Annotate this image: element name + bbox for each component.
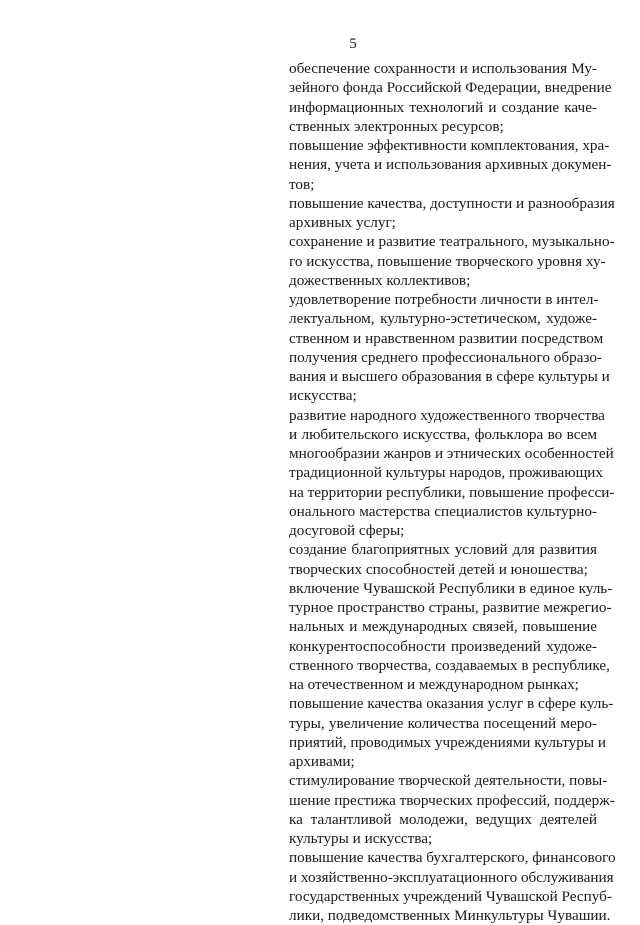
text-line: и хозяйственно-эксплуатационного обслуживания <box>289 868 614 886</box>
text-line: досуговой сферы; <box>289 522 405 539</box>
text-line: повышение качества бухгалтерского, финансового <box>289 849 616 867</box>
text-line: ка талантливой молодежи, ведущих деятелей <box>289 810 597 828</box>
text-line: вания и высшего образования в сфере культуры и <box>289 368 610 385</box>
text-line: нальных и международных связей, повышение <box>289 618 597 636</box>
text-line: лектуальном, культурно-эстетическом, художе- <box>289 310 597 328</box>
paragraph <box>289 540 597 579</box>
text-line: развитие народного художественного творчества <box>289 406 605 424</box>
text-line: приятий, проводимых учреждениями культуры и <box>289 733 606 751</box>
paragraph <box>289 771 615 848</box>
text-line: лики, подведомственных Минкультуры Чувашии. <box>289 907 611 924</box>
paragraph <box>289 848 616 925</box>
text-line: туры, увеличение количества посещений меро- <box>289 714 597 732</box>
text-line: включение Чувашской Республики в единое куль- <box>289 579 613 597</box>
text-line: онального мастерства специалистов культурно- <box>289 502 597 520</box>
text-line: конкурентоспособности произведений художе- <box>289 637 597 655</box>
text-line: традиционной культуры народов, проживающих <box>289 464 604 482</box>
paragraph <box>289 694 614 771</box>
paragraph <box>289 136 612 194</box>
text-line: удовлетворение потребности личности в интел- <box>289 291 599 308</box>
text-line: стимулирование творческой деятельности, повы- <box>289 772 608 790</box>
text-line: информационных технологий и создание каче- <box>289 98 597 116</box>
paragraph <box>289 232 615 290</box>
text-line: нения, учета и использования архивных докумен- <box>289 156 612 174</box>
text-line: дожественных коллективов; <box>289 271 471 289</box>
text-line: архивами; <box>289 753 355 770</box>
text-line: культуры и искусства; <box>289 830 433 847</box>
text-line: создание благоприятных условий для развития <box>289 541 597 559</box>
text-line: получения среднего профессионального образо- <box>289 348 602 366</box>
text-line: ственном и нравственном развитии посредством <box>289 329 604 347</box>
text-line: архивных услуг; <box>289 214 396 231</box>
text-line: повышение качества, доступности и разнообразия <box>289 194 615 212</box>
text-line: турное пространство страны, развитие межрегио- <box>289 599 612 616</box>
paragraph <box>289 290 610 406</box>
text-line: шение престижа творческих профессий, поддерж- <box>289 791 615 809</box>
text-line: и любительского искусства, фольклора во всем <box>289 425 597 443</box>
text-line: многообразии жанров и этнических особенностей <box>289 445 614 462</box>
document-body <box>289 59 616 925</box>
text-line: государственных учреждений Чувашской Респуб- <box>289 887 612 905</box>
text-line: искусства; <box>289 387 357 405</box>
text-line: тов; <box>289 175 315 193</box>
text-line: го искусства, повышение творческого уровня ху- <box>289 252 606 270</box>
text-line: творческих способностей детей и юношества; <box>289 560 588 578</box>
text-line: ственного творчества, создаваемых в республике, <box>289 656 610 674</box>
text-line: повышение эффективности комплектования, хра- <box>289 137 610 154</box>
text-line: на отечественном и международном рынках; <box>289 676 579 693</box>
paragraph <box>289 59 612 136</box>
text-line: зейного фонда Российской Федерации, внедрение <box>289 79 612 97</box>
text-line: сохранение и развитие театрального, музыкально- <box>289 233 615 251</box>
paragraph <box>289 406 615 541</box>
page-number: 5 <box>349 36 357 52</box>
paragraph <box>289 194 615 233</box>
text-line: на территории республики, повышение професси- <box>289 483 615 501</box>
text-line: обеспечение сохранности и использования Му- <box>289 60 597 77</box>
paragraph <box>289 579 613 695</box>
text-line: повышение качества оказания услуг в сфере куль- <box>289 695 614 713</box>
text-line: ственных электронных ресурсов; <box>289 117 504 135</box>
